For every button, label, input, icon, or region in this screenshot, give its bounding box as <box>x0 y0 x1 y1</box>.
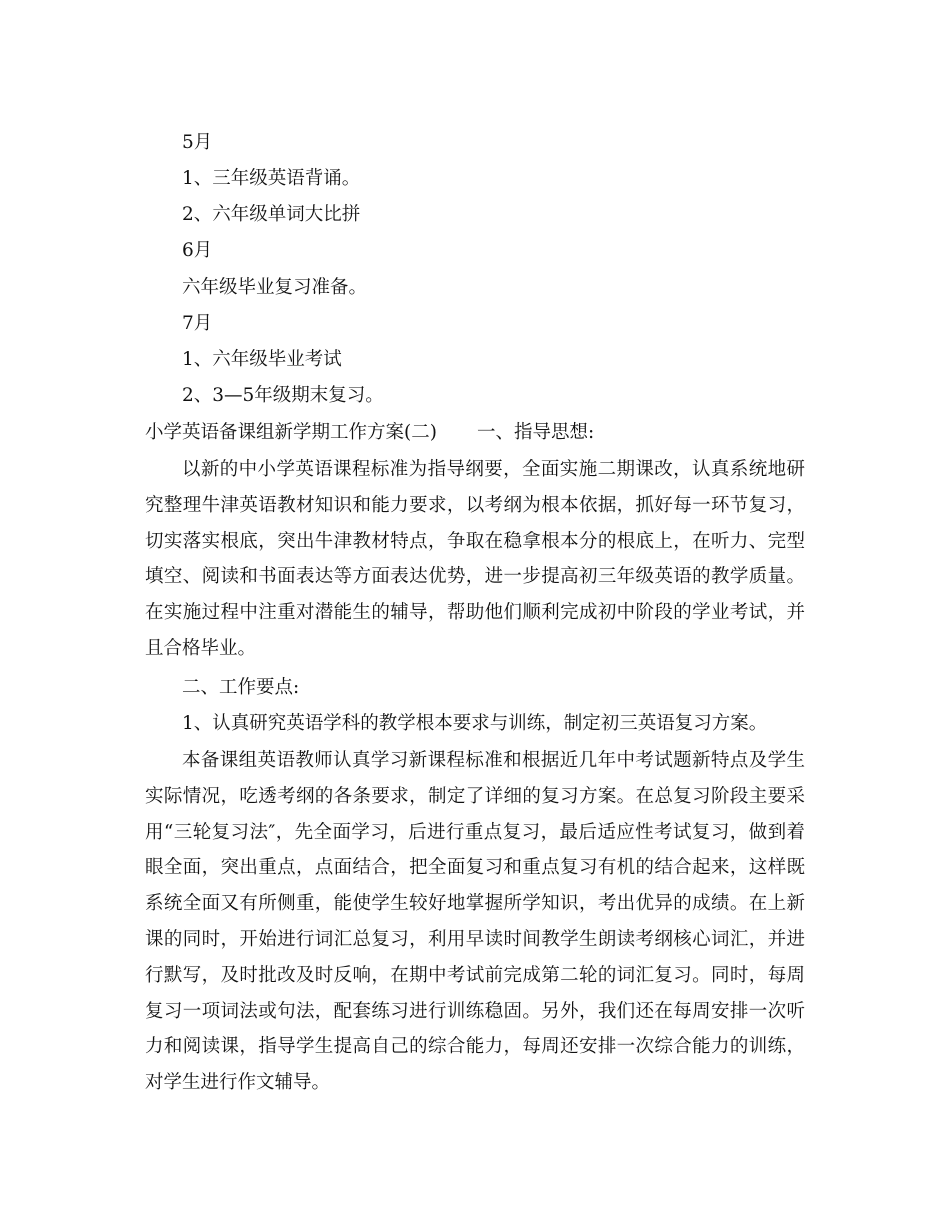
section2-item-1: 1、认真研究英语学科的教学根本要求与训练，制定初三英语复习方案。 <box>182 713 768 734</box>
section2-title: 二、工作要点: <box>182 677 300 698</box>
may-item-1: 1、三年级英语背诵。 <box>182 168 361 189</box>
section2-paragraph <box>145 743 805 1101</box>
section1-title: 一、指导思想: <box>476 422 595 443</box>
may-item-2: 2、六年级单词大比拼 <box>182 204 361 225</box>
month-july: 7月 <box>182 313 213 334</box>
plan-heading-line <box>145 421 594 445</box>
july-item-2: 2、3—5年级期末复习。 <box>182 385 384 406</box>
month-june: 6月 <box>182 240 213 261</box>
month-may: 5月 <box>182 132 213 153</box>
section2-body: 本备课组英语教师认真学习新课程标准和根据近几年中考试题新特点及学生实际情况，吃透考纲的各条要求，制定了详细的复习方案。在总复习阶段主要采用“三轮复习法″，先全面学习，后进行重点复习，最后适应性考试复习，做到着眼全面，突出重点，点面结合，把全面复习和重点复习有机的结合起来，这样既系统全面又有所侧重，能使学生较好地掌握所学知识，考出优异的成绩。在上新课的同时，开始进行词汇总复习，利用早读时间教学生朗读考纲核心词汇，并进行默写，及时批改及时反响，在期中考试前完成第二轮的词汇复习。同时，每周复习一项词法或句法，配套练习进行训练稳固。另外，我们还在每周安排一次听力和阅读课，指导学生提高自己的综合能力，每周还安排一次综合能力的训练，对学生进行作文辅导。 <box>145 750 805 1094</box>
june-item-1: 六年级毕业复习准备。 <box>182 277 368 298</box>
section1-body: 以新的中小学英语课程标准为指导纲要，全面实施二期课改，认真系统地研究整理牛津英语教材知识和能力要求，以考纲为根本依据，抓好每一环节复习，切实落实根底，突出牛津教材特点，争取在稳拿根本分的根底上，在听力、完型填空、阅读和书面表达等方面表达优势，进一步提高初三年级英语的教学质量。在实施过程中注重对潜能生的辅导，帮助他们顺利完成初中阶段的学业考试，并且合格毕业。 <box>145 459 805 659</box>
section1-paragraph <box>145 452 805 667</box>
july-item-1: 1、六年级毕业考试 <box>182 349 342 370</box>
plan-title: 小学英语备课组新学期工作方案(二) <box>145 422 437 443</box>
